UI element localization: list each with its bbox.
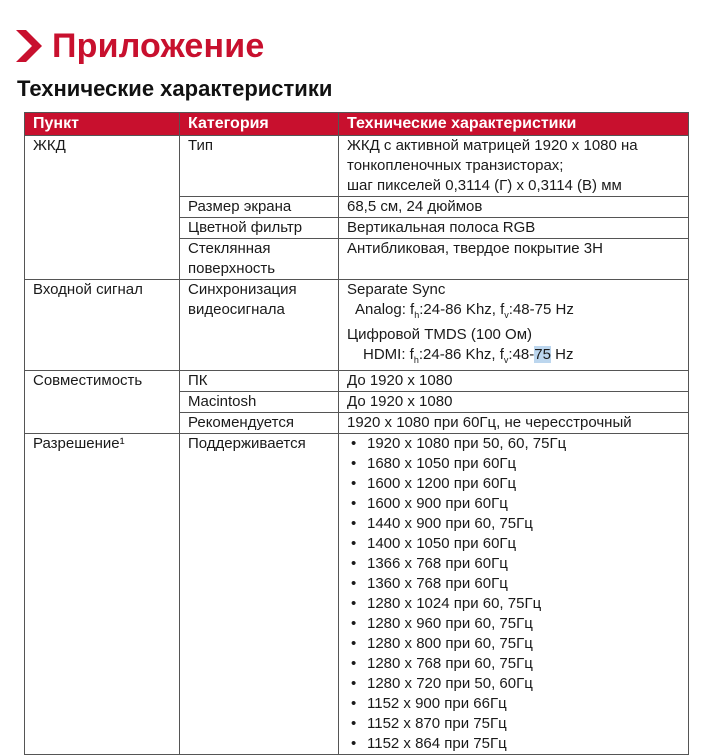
page-title: Приложение [52, 26, 265, 65]
list-item: • 1152 x 870 при 75Гц [347, 714, 680, 734]
resolution-list [347, 434, 680, 754]
category-cell: Синхронизация видеосигнала [180, 280, 339, 371]
table-row [25, 136, 689, 197]
appendix-heading [14, 24, 265, 68]
category-cell: Macintosh [180, 392, 339, 413]
list-item: • 1152 x 900 при 66Гц [347, 694, 680, 714]
row-item-lcd: ЖКД [25, 136, 180, 280]
list-item: • 1280 x 800 при 60, 75Гц [347, 634, 680, 654]
row-item-resolution: Разрешение¹ [25, 434, 180, 755]
category-cell: ПК [180, 371, 339, 392]
column-header-category: Категория [180, 113, 339, 136]
list-item: • 1280 x 768 при 60, 75Гц [347, 654, 680, 674]
table-header-row [25, 113, 689, 136]
list-item: • 1920 x 1080 при 50, 60, 75Гц [347, 434, 680, 454]
section-title: Технические характеристики [17, 76, 333, 101]
list-item: • 1440 x 900 при 60, 75Гц [347, 514, 680, 534]
table-row [25, 434, 689, 755]
spec-cell: Separate Sync Analog: $f_h:24-86$ Khz, $f_v:48-75$ Hz Цифровой TMDS (100 Ом) HDMI: $f_h:24-86$ Khz, $f_v:48-75$ Hz [339, 280, 689, 371]
category-cell: Поддерживается [180, 434, 339, 755]
spec-cell: 1920 x 1080 при 60Гц, не чересстрочный [339, 413, 689, 434]
spec-cell: Вертикальная полоса RGB [339, 218, 689, 239]
table-row [25, 371, 689, 392]
spec-cell: До 1920 x 1080 [339, 371, 689, 392]
column-header-specs: Технические характеристики [339, 113, 689, 136]
list-item: • 1280 x 720 при 50, 60Гц [347, 674, 680, 694]
list-item: • 1152 x 864 при 75Гц [347, 734, 680, 754]
category-cell: Цветной фильтр [180, 218, 339, 239]
table-row [25, 280, 689, 371]
category-cell: Рекомендуется [180, 413, 339, 434]
spec-cell: Антибликовая, твердое покрытие 3H [339, 239, 689, 280]
category-cell: Стеклянная поверхность [180, 239, 339, 280]
list-item: • 1400 x 1050 при 60Гц [347, 534, 680, 554]
row-item-input-signal: Входной сигнал [25, 280, 180, 371]
list-item: • 1366 x 768 при 60Гц [347, 554, 680, 574]
list-item: • 1680 x 1050 при 60Гц [347, 454, 680, 474]
hdmi-frequency-line: HDMI: $f_h:24-86$ Khz, $f_v:48-75$ Hz [363, 346, 574, 365]
specifications-table [24, 112, 689, 755]
text-selection-highlight[interactable]: 75 [534, 346, 551, 363]
category-cell: Тип [180, 136, 339, 197]
list-item: • 1600 x 1200 при 60Гц [347, 474, 680, 494]
spec-cell: До 1920 x 1080 [339, 392, 689, 413]
column-header-item: Пункт [25, 113, 180, 136]
category-cell: Размер экрана [180, 197, 339, 218]
row-item-compatibility: Совместимость [25, 371, 180, 434]
spec-cell [339, 434, 689, 755]
list-item: • 1600 x 900 при 60Гц [347, 494, 680, 514]
list-item: • 1280 x 960 при 60, 75Гц [347, 614, 680, 634]
spec-cell: 68,5 см, 24 дюймов [339, 197, 689, 218]
chevron-right-icon [14, 26, 44, 66]
list-item: • 1280 x 1024 при 60, 75Гц [347, 594, 680, 614]
spec-cell: ЖКД с активной матрицей 1920 x 1080 на тонкопленочных транзисторах; шаг пикселей 0,3114 (Г) x 0,3114 (В) мм [339, 136, 689, 197]
list-item: • 1360 x 768 при 60Гц [347, 574, 680, 594]
analog-frequency-line: Analog: $f_h:24-86$ Khz, $f_v:48-75$ Hz [355, 301, 574, 320]
